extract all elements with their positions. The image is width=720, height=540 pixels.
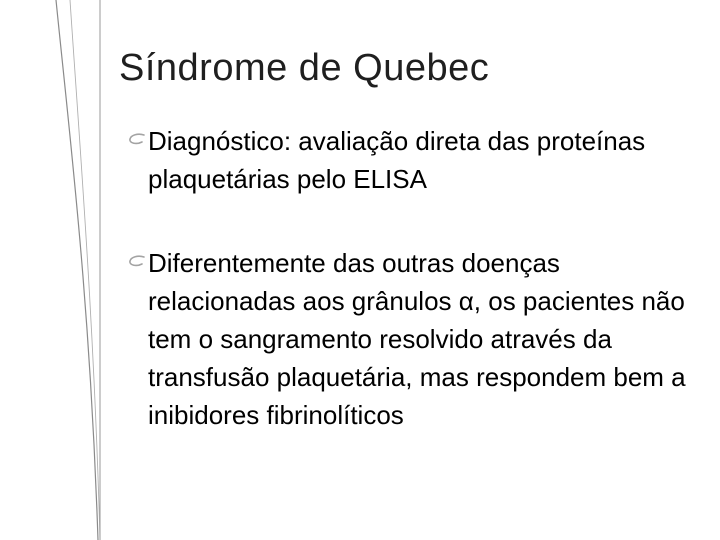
bullet-item-diagnostico: [126, 122, 711, 198]
curl-bullet-icon: [126, 122, 148, 160]
bullet-text: Diagnóstico: avaliação direta das proteínas plaquetárias pelo ELISA: [148, 126, 646, 194]
bullet-item-diferentemente: [126, 244, 711, 434]
decor-curve-inner: [70, 0, 100, 540]
decor-curve-outer: [56, 0, 98, 540]
slide-title: Síndrome de Quebec: [119, 47, 490, 89]
bullet-list: [126, 122, 711, 434]
curl-bullet-icon: [126, 244, 148, 282]
bullet-text: Diferentemente das outras doenças relacionadas aos grânulos α, os pacientes não tem o sangramento resolvido através da transfusão plaquetária, mas respondem bem a inibidores fibrinolíticos: [148, 248, 686, 430]
